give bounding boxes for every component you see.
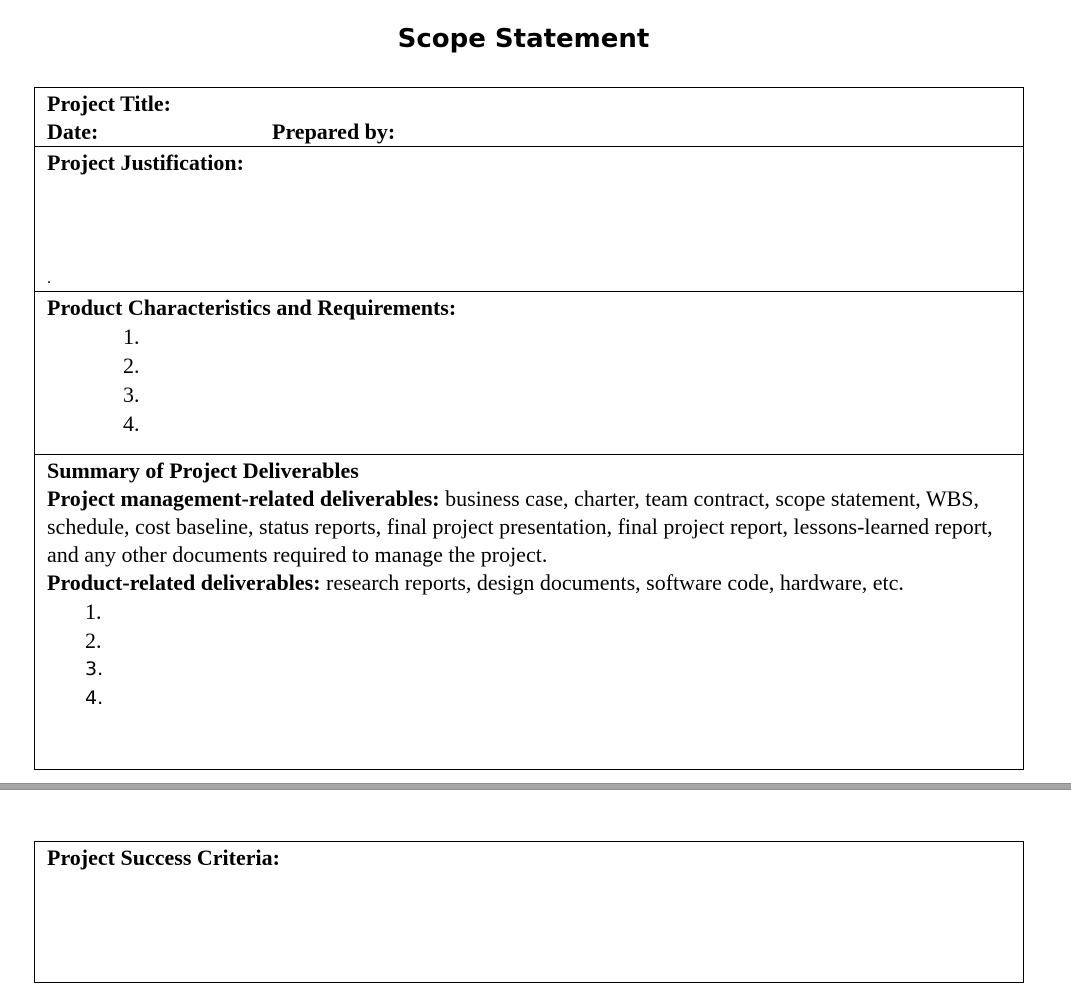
deliverables-list xyxy=(85,597,1011,713)
project-title-label: Project Title: xyxy=(47,91,172,116)
product-deliverables xyxy=(47,569,1011,597)
prepared-by-label: Prepared by: xyxy=(272,119,396,144)
list-item: 2. xyxy=(123,353,140,378)
list-item: 1. xyxy=(85,599,102,624)
list-item: 3. xyxy=(85,658,104,680)
page-title: Scope Statement xyxy=(397,24,650,54)
product-label: Product Characteristics and Requirements: xyxy=(47,295,457,320)
list-item: 2. xyxy=(85,628,102,653)
justification-label: Project Justification: xyxy=(47,150,244,175)
header-cell xyxy=(35,88,1023,147)
summary-cell xyxy=(35,455,1023,769)
product-deliverables-text: research reports, design documents, software code, hardware, etc. xyxy=(320,570,904,595)
success-label: Project Success Criteria: xyxy=(47,845,280,870)
list-item: 1. xyxy=(123,324,140,349)
list-item: 4. xyxy=(123,411,140,436)
product-list xyxy=(123,322,1011,438)
pm-deliverables-label: Project management-related deliverables: xyxy=(47,486,440,511)
list-item: 4. xyxy=(85,687,104,709)
success-table xyxy=(34,841,1024,983)
summary-heading: Summary of Project Deliverables xyxy=(47,458,359,483)
page-separator xyxy=(0,783,1071,790)
list-item: 3. xyxy=(123,382,140,407)
date-row xyxy=(47,118,1011,146)
pm-deliverables-text: business case, charter, team contract, scope statement, WBS, schedule, cost baseline, status reports, final project presentation, final project report, lessons-learned report, and any other documents required to manage the project. xyxy=(47,486,993,567)
scope-table xyxy=(34,87,1024,770)
justification-cell xyxy=(35,147,1023,292)
pm-deliverables xyxy=(47,485,1011,569)
product-cell xyxy=(35,292,1023,455)
stray-dot: . xyxy=(47,270,51,287)
product-deliverables-label: Product-related deliverables: xyxy=(47,570,321,595)
date-label: Date: xyxy=(47,119,99,144)
